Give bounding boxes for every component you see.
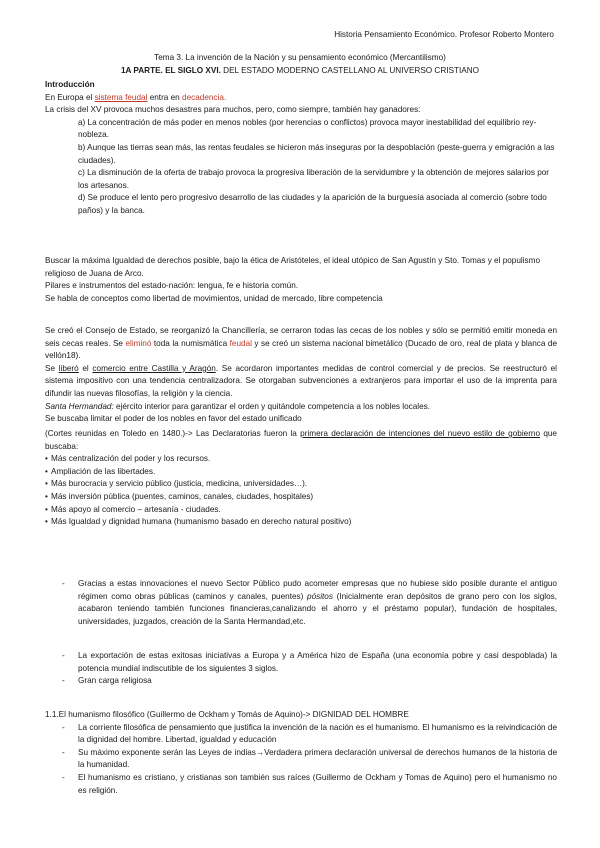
decadence-text: decadencia.	[182, 92, 227, 102]
list-item-text: Ampliación de las libertades.	[51, 466, 156, 476]
export-section	[45, 650, 557, 688]
intro-item: a) La concentración de más poder en menos nobles (por herencias o conflictos) provoca mayor inestabilidad del equilibrio rey-nobleza.	[78, 117, 537, 140]
list-item-text: Más inversión pública (puentes, caminos, canales, ciudades, hospitales)	[51, 491, 314, 501]
list-item-text: Más burocracia y servicio público (justicia, medicina, universidades…).	[51, 479, 308, 489]
intro-line1-text2: entra en	[147, 92, 183, 102]
list-item	[45, 478, 557, 491]
commerce-text: Se	[45, 363, 59, 373]
intro-line1-text: En Europa el	[45, 92, 95, 102]
intro-item: c) La disminución de la oferta de trabajo provoca la progresiva liberación de la servidumbre y la obtención de mejores salarios por los artesanos.	[78, 168, 550, 190]
doc-subtitle	[0, 65, 600, 78]
dash-icon: -	[62, 747, 65, 757]
dash-icon: -	[62, 676, 65, 686]
list-item-text: Más Igualdad y dignidad humana (humanismo basado en derecho natural positivo)	[51, 517, 352, 527]
bullet-icon: •	[45, 491, 48, 501]
feudal-system-text: sistema feudal	[94, 92, 148, 102]
intro-line1	[45, 92, 557, 105]
list-item-text: La corriente filosófica de pensamiento que justifica la invención de la nación es el humanismo. El humanismo es la reivindicación de la dignidad del hombre. Libertad, igualdad y educación	[78, 722, 557, 745]
dash-icon: -	[62, 579, 65, 588]
list-item-text: El humanismo es cristiano, y cristianas son también sus raíces (Guillermo de Ockham y Tomas de Aquino) pero el humanismo no es religión.	[78, 772, 557, 795]
list-item-text: Más apoyo al comercio – artesanía - ciudades.	[51, 504, 221, 514]
subtitle-main: 1A PARTE. EL SIGLO XVI.	[120, 66, 221, 75]
council-text3: y se creó un sistema nacional bimetálico (Ducado de oro, real de plata y blanca de vellón18).	[45, 338, 557, 361]
declaratorias-text: (Cortes reunidas en Toledo en 1480.)-> Las Declaratorias fueron la	[45, 429, 301, 438]
list-item	[45, 675, 557, 688]
rights-line: Buscar la máxima Igualdad de derechos posible, bajo la ética de Aristóteles, el ideal utópico de San Agustín y Sto. Tomas y el populismo religioso de Juana de Arco.	[45, 256, 541, 278]
bullet-icon: •	[45, 466, 48, 476]
commerce-text2: el	[78, 363, 93, 373]
humanism-section	[45, 709, 557, 797]
bullet-icon: •	[45, 504, 48, 514]
council-paragraph	[45, 325, 557, 363]
hermandad-line	[45, 401, 557, 414]
dash-icon: -	[62, 651, 65, 660]
declaratorias-text2: que buscaba:	[45, 429, 557, 451]
declaratorias-intro	[45, 428, 557, 453]
feudal-text: feudal	[229, 338, 252, 348]
list-item-text: Gran carga religiosa	[78, 676, 152, 686]
eliminated-text: eliminó	[125, 338, 152, 348]
list-item	[45, 722, 557, 747]
doc-title: Tema 3. La invención de la Nación y su pensamiento económico (Mercantilismo)	[154, 53, 446, 62]
public-sector-text: Gracias a estas innovaciones el nuevo Sector Público pudo acometer empresas que no hubiese sido posible durante el antiguo régimen como obras públicas (caminos y canales, puentes)	[78, 579, 557, 601]
list-item	[45, 516, 557, 529]
intro-heading: Introducción	[45, 80, 95, 89]
list-item	[45, 650, 557, 675]
pillars-line: Pilares e instrumentos del estado-nación: lengua, fe e historia común.	[45, 281, 299, 291]
public-sector-section	[45, 578, 557, 628]
list-item	[45, 453, 557, 466]
list-item	[45, 747, 557, 772]
state-reforms-section	[45, 325, 557, 426]
list-item-text: Su máximo exponente serán las Leyes de indias→Verdadera primera declaración universal de derechos humanos de la historia de la humanidad.	[78, 747, 557, 770]
list-item	[45, 772, 557, 797]
list-item	[45, 466, 557, 479]
intro-section	[45, 79, 557, 218]
intro-item: b) Aunque las tierras sean más, las rentas feudales se hicieron más inseguras por la despoblación (peste-guerra y emigración a las ciudades).	[78, 142, 555, 165]
declaratorias-section	[45, 428, 557, 529]
subtitle-rest: DEL ESTADO MODERNO CASTELLANO AL UNIVERSO CRISTIANO	[220, 66, 480, 75]
list-item	[45, 504, 557, 517]
santa-hermandad-label: Santa Hermandad:	[45, 401, 114, 411]
section-heading: 1.1.El humanismo filosófico (Guillermo de Ockham y Tomás de Aquino)-> DIGNIDAD DEL HOMBRE	[45, 710, 409, 719]
page-header: Historia Pensamiento Económico. Profesor Roberto Montero	[334, 30, 554, 39]
dash-icon: -	[62, 722, 65, 732]
castilla-aragon-text: comercio entre Castilla y Aragón	[92, 363, 216, 373]
bullet-icon: •	[45, 479, 48, 489]
liberated-text: liberó	[58, 363, 79, 373]
commerce-paragraph	[45, 363, 557, 401]
list-item	[45, 578, 557, 628]
intro-item: d) Se produce el lento pero progresivo desarrollo de las ciudades y la aparición de la burguesía asociada al comercio (sobre todo paños) y la banca.	[78, 193, 547, 215]
public-sector-text2: (Inicialmente eran depósitos de grano pero con los siglos, acabaron teniendo también funciones financieras,canalizando el ahorro y el préstamo popular), fundación de hospitales, universidades, juzgados, creación de la Santa Hermandad,etc.	[78, 591, 558, 626]
list-item-text: La exportación de estas exitosas iniciativas a Europa y a América hizo de España (una economía pobre y casi despoblada) la potencia mundial indiscutible de los siguientes 3 siglos.	[78, 651, 557, 673]
hermandad-text: ejército interior para garantizar el orden y quitándole competencia a los nobles locales.	[113, 401, 431, 411]
dash-icon: -	[62, 772, 65, 782]
first-declaration-text: primera declaración de intenciones del nuevo estilo de gobierno	[300, 429, 541, 438]
nobles-line: Se buscaba limitar el poder de los nobles en favor del estado unificado	[45, 414, 302, 424]
list-item	[45, 491, 557, 504]
council-text: Se creó el Consejo de Estado, se reorganizó la Chancillería, se cerraron todas las cecas de los nobles y sólo se permitió emitir moneda en seis cecas reales. Se	[45, 326, 557, 348]
intro-line2: La crisis del XV provoca muchos desastres para muchos, pero, como siempre, también hay ganadores:	[45, 105, 421, 115]
list-item-text: Más centralización del poder y los recursos.	[51, 454, 211, 464]
bullet-icon: •	[45, 454, 48, 464]
bullet-icon: •	[45, 517, 48, 527]
concepts-line: Se habla de conceptos como libertad de movimientos, unidad de mercado, libre competencia	[45, 293, 383, 303]
commerce-text3: . Se acordaron importantes medidas de control comercial y de precios. Se reestructuró el sistema impositivo con una tendencia centralizadora. Se otorgaban subvenciones a extranjeros para importar el uso de la imprenta para difundir las nuevas filosofías, la religión y la ciencia.	[45, 363, 557, 398]
rights-section	[45, 255, 557, 305]
council-text2: toda la numismática	[151, 338, 230, 348]
positos-text: pósitos	[307, 591, 333, 601]
